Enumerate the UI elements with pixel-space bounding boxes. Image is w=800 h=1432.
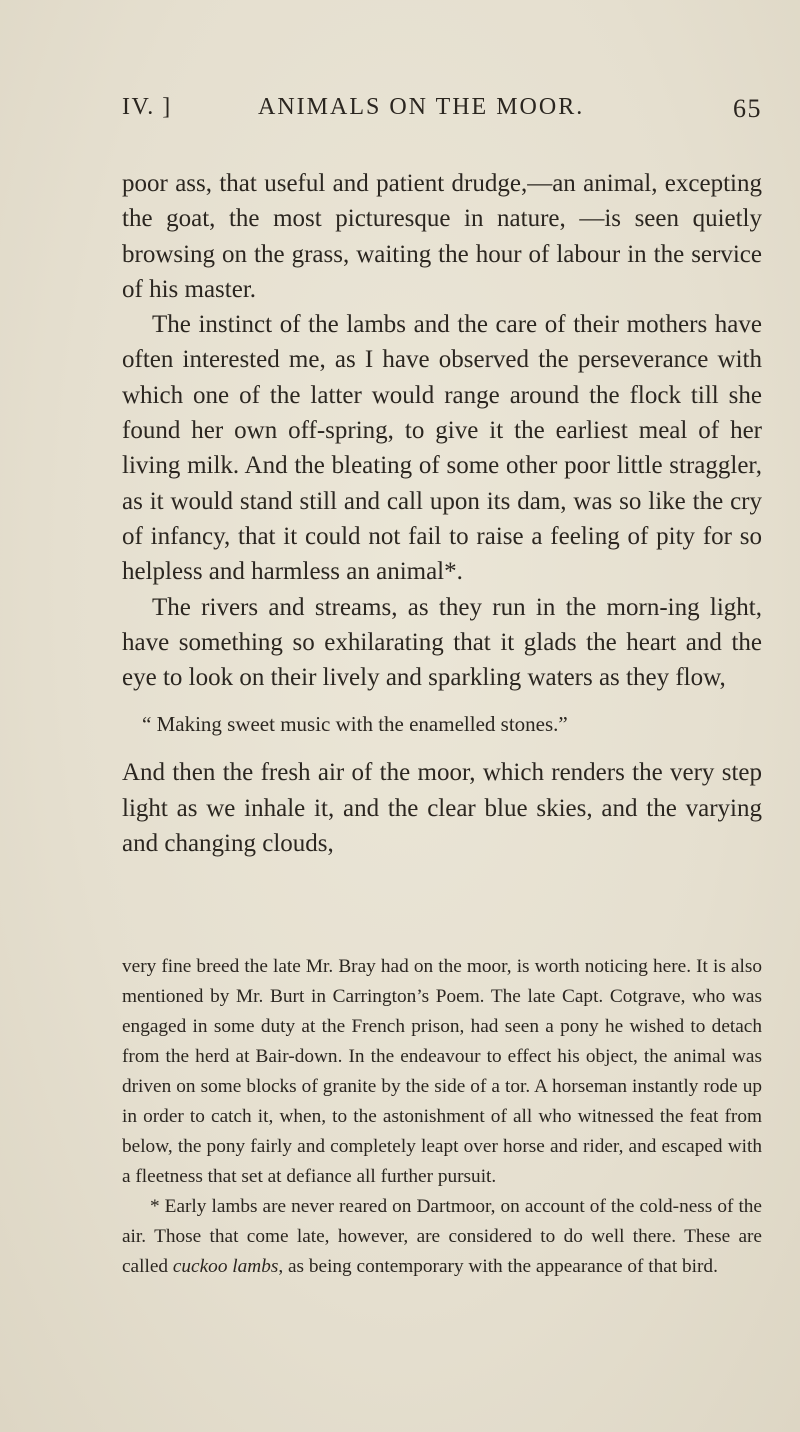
chapter-marker: IV. ] xyxy=(122,94,172,120)
paragraph-continued: poor ass, that useful and patient drudge,—an animal, excepting the goat, the most picturesque in nature, —is seen quietly browsing on the grass, waiting the hour of labour in the service of his master. xyxy=(122,170,762,303)
footnote-continued: very fine breed the late Mr. Bray had on the moor, is worth noticing here. It is also mentioned by Mr. Burt in Carrington’s Poem. The late Capt. Cotgrave, who was engaged in some duty at the French prison, had seen a pony he wished to detach from the herd at Bair-down. In the endeavour to effect his object, the animal was driven on some blocks of granite by the side of a tor. A horseman instantly rode up in order to catch it, when, to the astonishment of all who witnessed the feat from below, the pony fairly and completely leapt over horse and rider, and escaped with a fleetness that set at defiance all further pursuit. xyxy=(122,956,762,1187)
running-header xyxy=(122,94,762,134)
running-title: ANIMALS ON THE MOOR. xyxy=(258,94,585,120)
footnote-star-text-end: , as being contemporary with the appearance of that bird. xyxy=(278,1256,718,1277)
paragraph-rivers: The rivers and streams, as they run in the morn-ing light, have something so exhilarating that it glads the heart and the eye to look on their lively and sparkling waters as they flow, xyxy=(122,593,762,692)
footnote-italic-term: cuckoo lambs xyxy=(172,1256,279,1277)
footnote-star-text: * Early lambs are never reared on Dartmoor, on account of the cold-ness of the air. Those that come late, however, are considered to do well there. These are called xyxy=(122,1196,762,1277)
paragraph-lambs: The instinct of the lambs and the care of their mothers have often interested me, as I have observed the perseverance with which one of the latter would range around the flock till she found her own off-spring, to give it the earliest meal of her living milk. And the bleating of some other poor little straggler, as it would stand still and call upon its dam, was so like the cry of infancy, that it could not fail to raise a feeling of pity for so helpless and harmless an animal*. xyxy=(122,311,762,586)
footnotes xyxy=(122,952,762,1282)
footnote-star xyxy=(122,1192,762,1282)
paragraph-fresh-air: And then the fresh air of the moor, which renders the very step light as we inhale it, and the clear blue skies, and the varying and changing clouds, xyxy=(122,759,762,858)
verse-quote: “ Making sweet music with the enamelled stones.” xyxy=(142,712,568,737)
page-number: 65 xyxy=(733,94,762,123)
main-text xyxy=(122,166,762,861)
